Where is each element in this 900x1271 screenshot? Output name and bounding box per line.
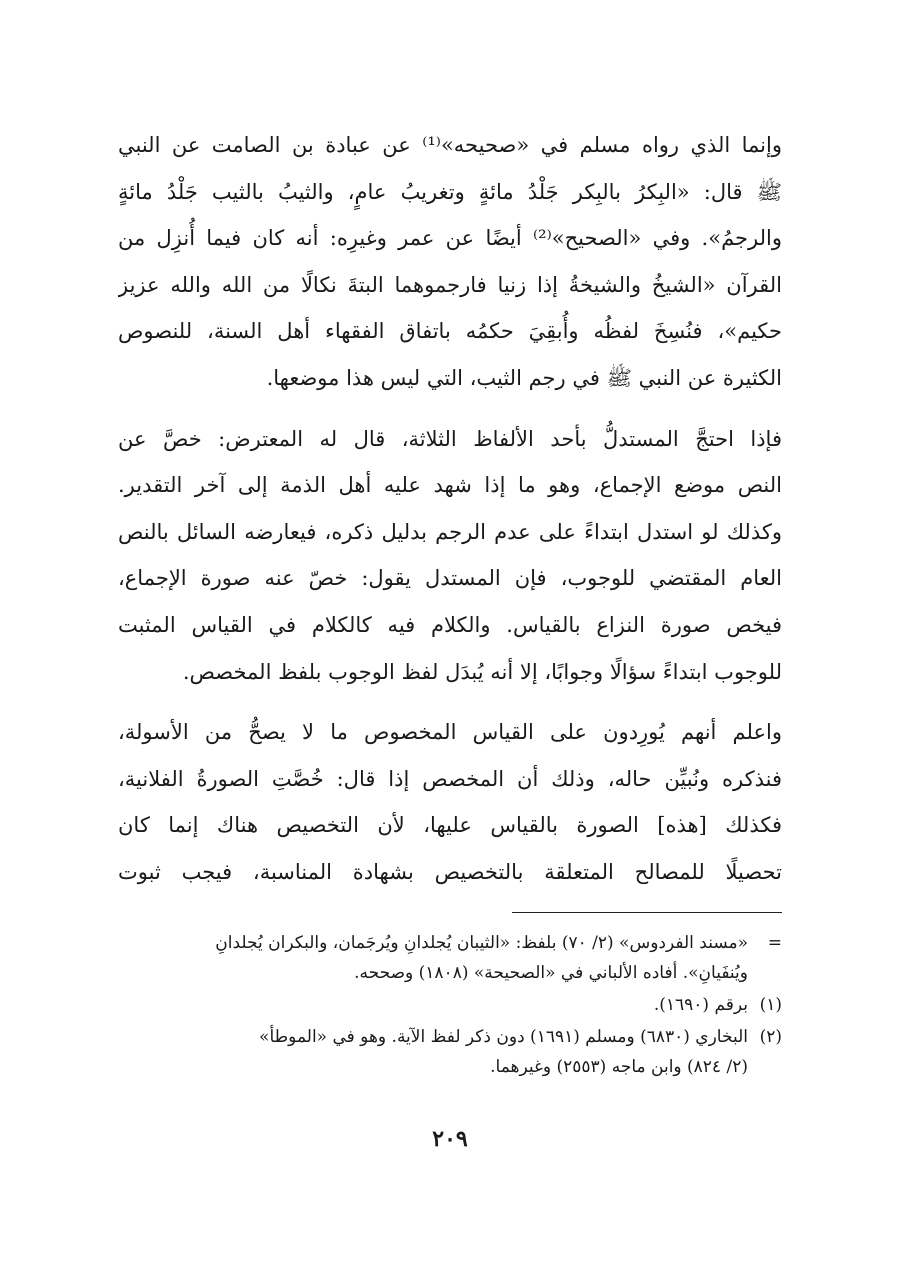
paragraph bbox=[118, 709, 782, 895]
text-line: فكذلك [هذه] الصورة بالقياس عليها، لأن التخصيص هناك إنما كان bbox=[118, 813, 782, 838]
footnote-line: «مسند الفردوس» (٢/ ٧٠) بلفظ: «الثيبان يُجلدانِ ويُرجَمان، والبكران يُجلدانِ bbox=[215, 933, 748, 953]
footnote-line: ويُنفَيانِ». أفاده الألباني في «الصحيحة» (١٨٠٨) وصححه. bbox=[354, 963, 748, 983]
footnote-body bbox=[118, 928, 748, 988]
text-line: فيخص صورة النزاع بالقياس. والكلام فيه كالكلام في القياس المثبت bbox=[118, 612, 782, 637]
footnote-line: (٢/ ٨٢٤) وابن ماجه (٢٥٥٣) وغيرهما. bbox=[490, 1057, 748, 1077]
text-line: القرآن «الشيخُ والشيخةُ إذا زنيا فارجموهما البتةَ نكالًا من الله والله عزيز bbox=[118, 272, 782, 297]
text-line: تحصيلًا للمصالح المتعلقة بالتخصيص بشهادة المناسبة، فيجب ثبوت bbox=[118, 859, 782, 884]
footnote-marker: (٢) bbox=[759, 1027, 782, 1047]
footnotes bbox=[118, 928, 782, 1084]
footnote-divider bbox=[512, 912, 782, 913]
main-text bbox=[118, 122, 782, 896]
text-line: فنذكره ونُبيِّن حاله، وذلك أن المخصص إذا قال: خُصَّتِ الصورةُ الفلانية، bbox=[118, 766, 782, 791]
footnote-line: البخاري (٦٨٣٠) ومسلم (١٦٩١) دون ذكر لفظ الآية. وهو في «الموطأ» bbox=[259, 1027, 748, 1047]
footnote-2 bbox=[118, 1022, 782, 1082]
text-line: وإنما الذي رواه مسلم في «صحيحه»⁽¹⁾ عن عبادة بن الصامت عن النبي bbox=[118, 133, 782, 157]
footnote-continued bbox=[118, 928, 782, 988]
text-line: الكثيرة عن النبي ﷺ في رجم الثيب، التي ليس هذا موضعها. bbox=[266, 365, 782, 390]
text-line: والرجمُ». وفي «الصحيح»⁽²⁾ أيضًا عن عمر وغيرِه: أنه كان فيما أُنزِل من bbox=[118, 226, 782, 251]
text-line: حكيم»، فنُسِخَ لفظُه وأُبقِيَ حكمُه باتفاق الفقهاء أهل السنة، للنصوص bbox=[118, 319, 782, 344]
footnote-1 bbox=[118, 990, 782, 1020]
text-line: النص موضع الإجماع، وهو ما إذا شهد عليه أهل الذمة إلى آخر التقدير. bbox=[118, 473, 782, 498]
text-line: وكذلك لو استدل ابتداءً على عدم الرجم بدليل ذكره، فيعارضه السائل بالنص bbox=[118, 519, 782, 544]
page-number: ٢٠٩ bbox=[432, 1126, 468, 1152]
text-line: العام المقتضي للوجوب، فإن المستدل يقول: خصّ عنه صورة الإجماع، bbox=[118, 566, 782, 591]
footnote-marker: (١) bbox=[759, 995, 782, 1015]
footnote-body bbox=[118, 1022, 748, 1082]
text-line: ﷺ قال: «البِكرُ بالبِكر جَلْدُ مائةٍ وتغريبُ عامٍ، والثيبُ بالثيب جَلْدُ مائةٍ bbox=[118, 179, 782, 204]
paragraph bbox=[118, 122, 782, 402]
footnote-line: برقم (١٦٩٠). bbox=[653, 995, 748, 1015]
text-line: واعلم أنهم يُورِدون على القياس المخصوص ما لا يصحُّ من الأسولة، bbox=[118, 720, 782, 745]
text-line: للوجوب ابتداءً سؤالًا وجوابًا، إلا أنه يُبدَل لفظ الوجوب بلفظ المخصص. bbox=[182, 659, 782, 684]
footnote-marker: = bbox=[767, 933, 782, 953]
paragraph bbox=[118, 416, 782, 696]
footnote-body bbox=[118, 990, 748, 1020]
text-line: فإذا احتجَّ المستدلُّ بأحد الألفاظ الثلاثة، قال له المعترض: خصَّ عن bbox=[118, 426, 782, 451]
